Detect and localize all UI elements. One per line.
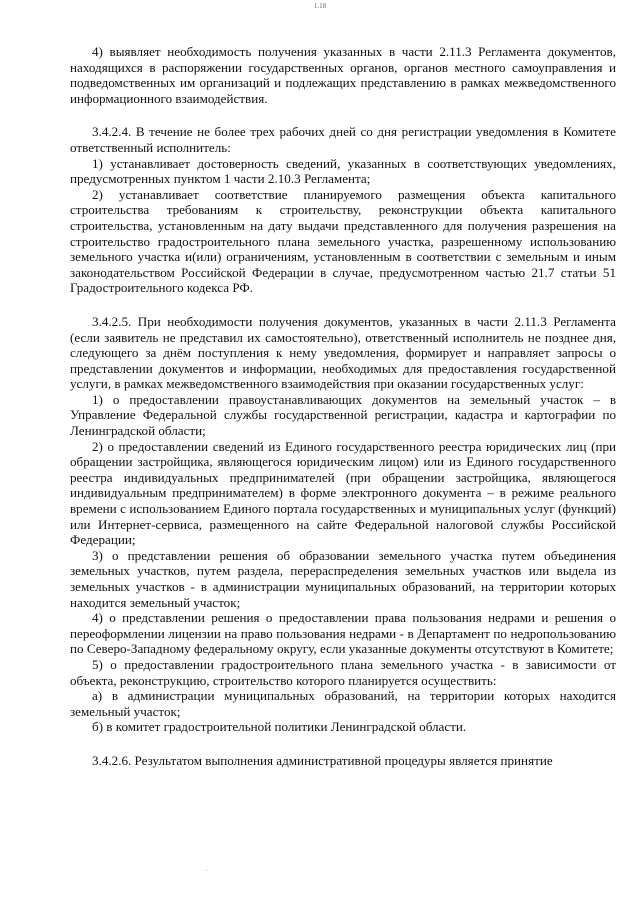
paragraph-3-4-2-5-item-5: 5) о предоставлении градостроительного плана земельного участка - в зависимости от объекта, реконструкцию, строительство которого планируется осуществить: [70,656,616,688]
paragraph-3-4-2-4: 3.4.2.4. В течение не более трех рабочих дней со дня регистрации уведомления в Комитете ответственный исполнитель: [70,124,616,155]
paragraph-item-4: 4) выявляет необходимость получения указанных в части 2.11.3 Регламента документов, находящихся в распоряжении государственных органов, органов местного самоуправления и подведомственных им организаций и подлежащих представлению в рамках межведомственного информационного взаимодействия. [70,44,616,106]
paragraph-3-4-2-4-item-1: 1) устанавливает достоверность сведений, указанных в соответствующих уведомлениях, предусмотренных пунктом 1 части 2.10.3 Регламента; [70,155,616,187]
paragraph-3-4-2-5: 3.4.2.5. При необходимости получения документов, указанных в части 2.11.3 Регламента (если заявитель не представил их самостоятельно), ответственный исполнитель не позднее дня, следующего за днём поступления к нему уведомления, формирует и направляет запросы о представлении документов и информации, необходимых для предоставления государственной услуги, в рамках межведомственного взаимодействия при оказании государственных услуг: [70,313,616,392]
paragraph-3-4-2-5-item-3: 3) о представлении решения об образовании земельного участка путем объединения земельных участков, путем раздела, перераспределения земельных участков или выдела из земельных участков - в администрации муниципальных образований, на территории которых находится земельный участок; [70,547,616,610]
paragraph-3-4-2-6: 3.4.2.6. Результатом выполнения административной процедуры является принятие [92,752,553,768]
paragraph-3-4-2-5-item-5b: б) в комитет градостроительной политики Ленинградской области. [92,719,467,735]
document-body [70,44,616,769]
paragraph-3-4-2-5-item-4: 4) о представлении решения о предоставлении права пользования недрами и решения о переоформлении лицензии на право пользования недрами - в Департамент по недропользованию по Северо-Западному федеральному округу, если указанные документы отсутствуют в Комитете; [70,610,616,657]
paragraph-3-4-2-5-item-2: 2) о предоставлении сведений из Единого государственного реестра юридических лиц (при обращении застройщика, являющегося юридическим лицом) или из Единого государственного реестра индивидуальных предпринимателей (при обращении застройщика, являющегося индивидуальным предпринимателем) в форме электронного документа – в режиме реального времени с использованием Единого портала государственных и муниципальных услуг (функций) или Интернет-сервиса, размещенного на сайте Федеральной налоговой службы Российской Федерации; [70,438,616,548]
paragraph-3-4-2-4-item-2: 2) устанавливает соответствие планируемого размещения объекта капитального строительства требованиям к строительству, реконструкции объекта капитального строительства, установленным на дату выдачи представленного для получения разрешения на строительство градостроительного плана земельного участка, разрешенному использованию земельного участка и(или) ограничениям, установленным в соответствии с земельным и иным законодательством Российской Федерации в случае, предусмотренном частью 21.7 статьи 51 Градостроительного кодекса РФ. [70,186,616,296]
paragraph-3-4-2-5-item-5a: а) в администрации муниципальных образований, на территории которых находится земельный участок; [70,688,616,719]
page-number-mark: 1.18 [313,2,327,10]
paragraph-3-4-2-5-item-1: 1) о предоставлении правоустанавливающих документов на земельный участок – в Управление Федеральной службы государственной регистрации, кадастра и картографии по Ленинградской области; [70,391,616,439]
scan-speck [206,870,207,871]
